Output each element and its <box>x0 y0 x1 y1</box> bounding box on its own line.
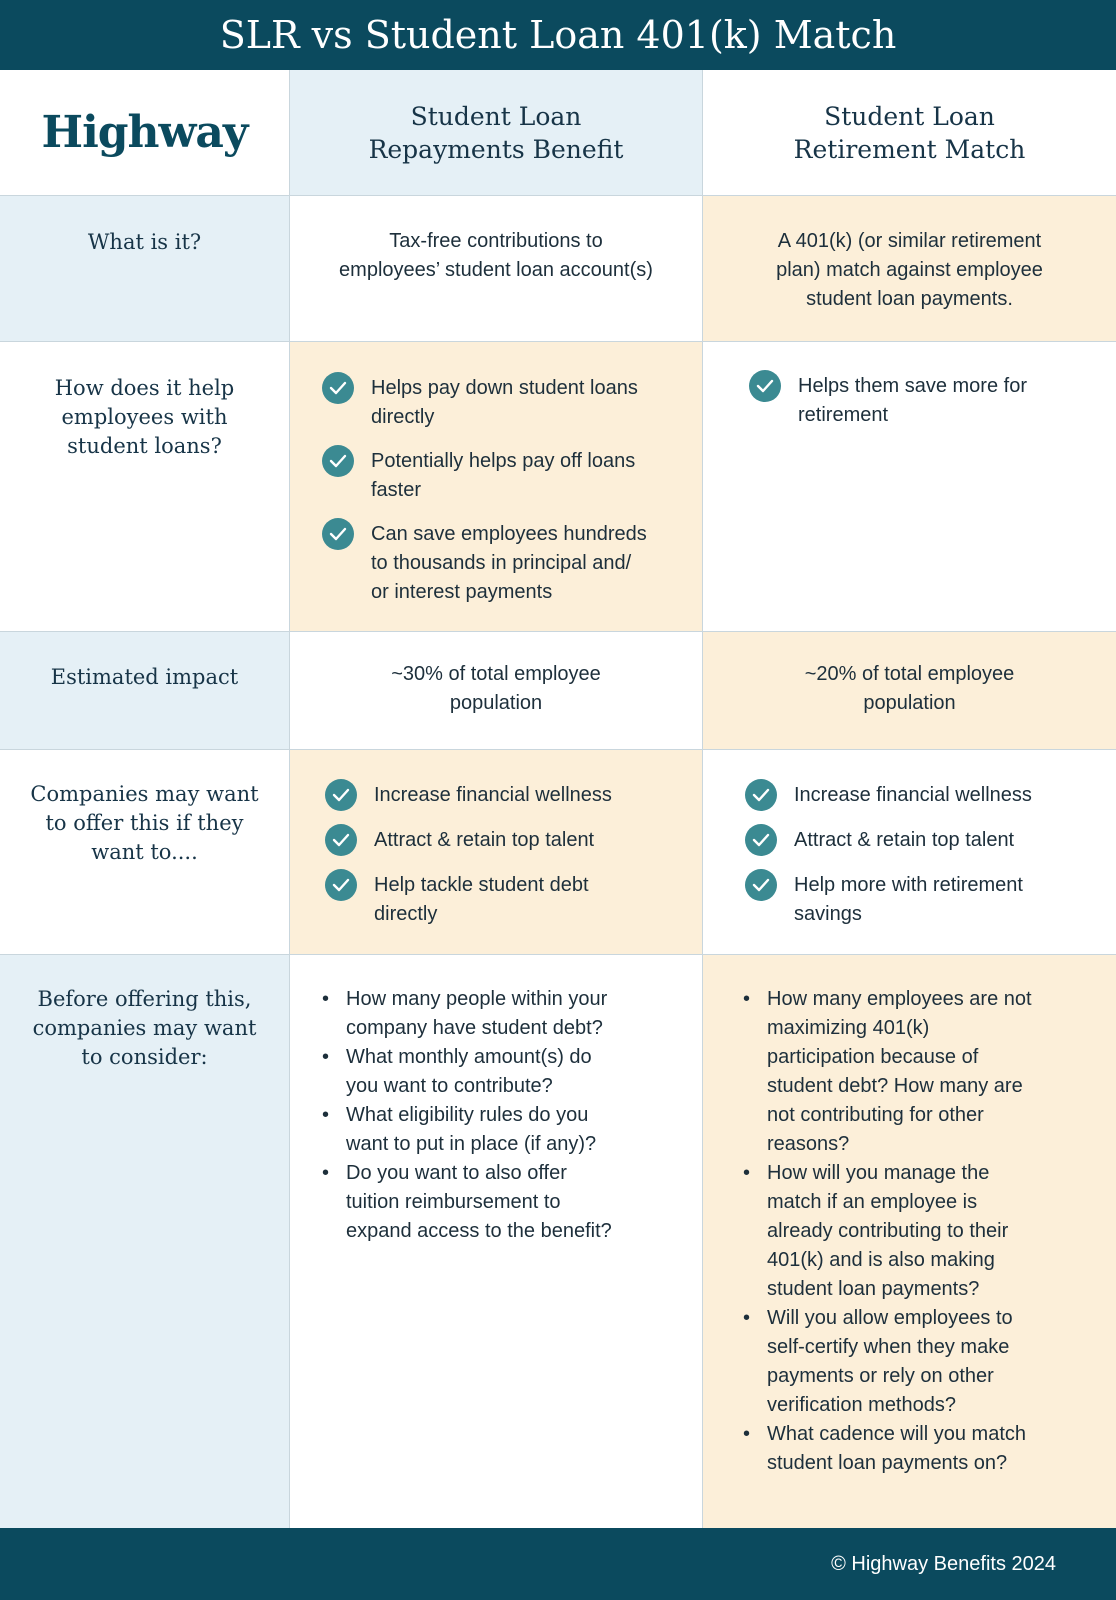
check-circle-icon <box>325 869 357 901</box>
what-match-line1: A 401(k) (or similar retirement <box>777 230 1042 252</box>
row-label-what: What is it? <box>0 196 290 341</box>
check-circle-icon <box>322 372 354 404</box>
column-header-match <box>703 70 1116 195</box>
row-label-consider: Before offering this, companies may want to consider: <box>0 955 290 1528</box>
row-label-impact: Estimated impact <box>0 632 290 749</box>
list-item: • What eligibility rules do you want to put in place (if any)? <box>322 1104 597 1155</box>
help-slr-cell <box>290 342 703 631</box>
footer-bar <box>0 1528 1116 1600</box>
what-slr-cell <box>290 196 703 341</box>
row-offer-reasons <box>0 750 1116 955</box>
row-estimated-impact <box>0 632 1116 750</box>
table-header-row <box>0 70 1116 196</box>
list-item: • What cadence will you match student loan payments on? <box>743 1423 1027 1474</box>
list-item: Increase financial wellness <box>325 781 682 811</box>
row-label-offer: Companies may want to offer this if they want to.... <box>0 750 290 954</box>
list-item: Help more with retirement savings <box>745 871 1096 929</box>
check-circle-icon <box>749 370 781 402</box>
column-header-slr-line1: Student Loan <box>410 101 582 131</box>
check-circle-icon <box>322 445 354 477</box>
consider-slr-cell <box>290 955 703 1528</box>
list-item: Potentially helps pay off loans faster <box>322 447 682 505</box>
check-circle-icon <box>322 518 354 550</box>
offer-slr-cell <box>290 750 703 954</box>
row-what-is-it <box>0 196 1116 342</box>
column-header-slr-line2: Repayments Benefit <box>368 134 624 164</box>
page-title-bar <box>0 0 1116 70</box>
list-item: Can save employees hundreds to thousands in principal and/ or interest payments <box>322 520 682 607</box>
list-item: Increase financial wellness <box>745 781 1096 811</box>
impact-slr-cell: ~30% of total employee population <box>290 632 703 749</box>
list-item: • Will you allow employees to self-certify when they make payments or rely on other verification methods? <box>743 1307 1013 1416</box>
impact-match-cell: ~20% of total employee population <box>703 632 1116 749</box>
row-label-help: How does it help employees with student loans? <box>0 342 290 631</box>
offer-match-cell <box>703 750 1116 954</box>
check-circle-icon <box>745 869 777 901</box>
help-match-cell <box>703 342 1116 631</box>
check-circle-icon <box>325 779 357 811</box>
list-item: Attract & retain top talent <box>745 826 1096 856</box>
logo-cell <box>0 70 290 195</box>
column-header-match-line1: Student Loan <box>824 101 995 131</box>
highway-logo: Highway <box>41 107 248 158</box>
copyright-text: © Highway Benefits 2024 <box>831 1552 1056 1575</box>
page-title: SLR vs Student Loan 401(k) Match <box>219 13 897 57</box>
what-slr-line1: Tax-free contributions to <box>389 230 603 252</box>
what-match-line3: student loan payments. <box>806 288 1013 310</box>
row-considerations <box>0 955 1116 1528</box>
list-item: • How many people within your company have student debt? <box>322 988 608 1039</box>
list-item: • Do you want to also offer tuition reimbursement to expand access to the benefit? <box>322 1162 612 1242</box>
comparison-table <box>0 70 1116 1528</box>
list-item: • How many employees are not maximizing 401(k) participation because of student debt? How many are not contributing for other reasons? <box>743 988 1032 1155</box>
row-how-help <box>0 342 1116 632</box>
consider-match-cell <box>703 955 1116 1528</box>
list-item: Attract & retain top talent <box>325 826 682 856</box>
check-circle-icon <box>745 824 777 856</box>
check-circle-icon <box>745 779 777 811</box>
what-slr-line2: employees’ student loan account(s) <box>339 259 653 281</box>
what-match-cell <box>703 196 1116 341</box>
list-item: Helps pay down student loans directly <box>322 374 682 432</box>
what-match-line2: plan) match against employee <box>776 259 1043 281</box>
check-circle-icon <box>325 824 357 856</box>
list-item: • What monthly amount(s) do you want to contribute? <box>322 1046 592 1097</box>
list-item: • How will you manage the match if an employee is already contributing to their 401(k) and is also making student loan payments? <box>743 1162 1009 1300</box>
column-header-slr <box>290 70 703 195</box>
column-header-match-line2: Retirement Match <box>793 134 1026 164</box>
list-item: Helps them save more for retirement <box>749 372 1096 430</box>
list-item: Help tackle student debt directly <box>325 871 682 929</box>
